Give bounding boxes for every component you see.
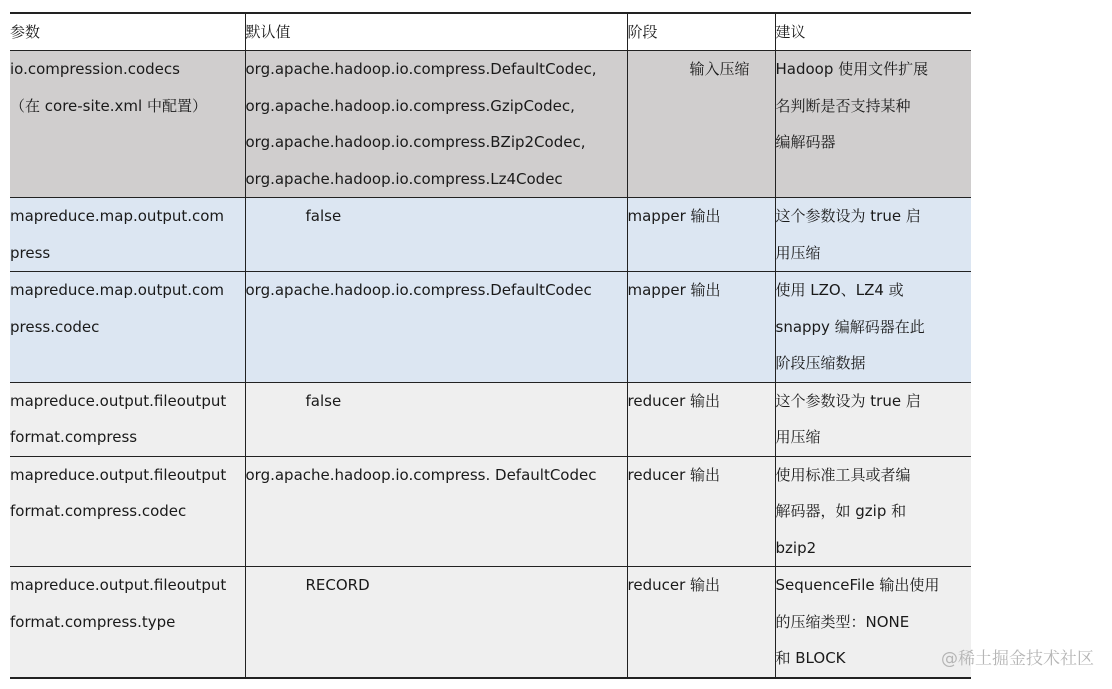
advice-cell-line: 名判断是否支持某种: [775, 96, 911, 115]
advice-cell: [775, 272, 971, 383]
advice-cell: [775, 382, 971, 456]
default-cell: [245, 567, 627, 678]
param-cell-line: format.compress: [10, 428, 138, 446]
advice-cell: [775, 51, 971, 198]
default-cell-line: org.apache.hadoop.io.compress.DefaultCodec: [245, 281, 592, 299]
default-cell-line: false: [305, 391, 342, 410]
advice-cell-line: bzip2: [775, 538, 817, 557]
param-cell: [10, 198, 245, 272]
param-cell-line: （在 core-site.xml 中配置）: [10, 96, 207, 115]
param-cell-line: press.codec: [10, 317, 100, 336]
param-cell-line: io.compression.codecs: [10, 60, 180, 78]
table-body: [10, 51, 971, 678]
stage-cell: [627, 51, 775, 198]
header-stage: 阶段: [627, 13, 775, 51]
table-row: [10, 567, 971, 678]
advice-cell: [775, 198, 971, 272]
advice-cell-line: 使用标准工具或者编: [775, 465, 911, 484]
param-cell: [10, 456, 245, 567]
advice-cell-line: snappy 编解码器在此: [775, 317, 925, 336]
advice-cell-line: 用压缩: [775, 243, 821, 262]
param-cell-line: mapreduce.output.fileoutput: [10, 391, 227, 410]
stage-cell-line: reducer 输出: [627, 576, 721, 594]
stage-cell: [627, 382, 775, 456]
default-cell: [245, 198, 627, 272]
param-cell-line: mapreduce.output.fileoutput: [10, 576, 227, 594]
param-cell: [10, 382, 245, 456]
advice-cell: [775, 456, 971, 567]
param-cell: [10, 51, 245, 198]
param-cell-line: mapreduce.map.output.com: [10, 281, 225, 299]
advice-cell-line: 的压缩类型：NONE: [775, 612, 910, 631]
default-cell-line: RECORD: [305, 576, 370, 594]
param-cell-line: mapreduce.output.fileoutput: [10, 465, 227, 484]
advice-cell-line: 阶段压缩数据: [775, 354, 866, 372]
default-cell-line: org.apache.hadoop.io.compress. DefaultCodec: [245, 465, 597, 484]
stage-cell: [627, 456, 775, 567]
param-cell-line: format.compress.codec: [10, 502, 187, 520]
param-cell: [10, 567, 245, 678]
default-cell-line: org.apache.hadoop.io.compress.DefaultCodec,: [245, 60, 597, 78]
watermark: @稀土掘金技术社区: [941, 649, 1094, 669]
stage-cell: [627, 272, 775, 383]
param-cell-line: press: [10, 243, 51, 262]
stage-cell-line: mapper 输出: [627, 207, 721, 225]
default-cell: [245, 456, 627, 567]
header-param: 参数: [10, 13, 245, 51]
compression-params-table: [10, 12, 971, 679]
table-row: [10, 382, 971, 456]
table-row: [10, 456, 971, 567]
default-cell: [245, 272, 627, 383]
table-header-row: [10, 13, 971, 51]
advice-cell-line: 编解码器: [775, 133, 836, 151]
advice-cell-line: 使用 LZO、LZ4 或: [775, 281, 904, 299]
stage-cell: [627, 567, 775, 678]
advice-cell-line: SequenceFile 输出使用: [775, 576, 940, 594]
advice-cell-line: 这个参数设为 true 启: [775, 207, 921, 225]
stage-cell-line: 输入压缩: [689, 60, 750, 78]
default-cell-line: org.apache.hadoop.io.compress.BZip2Codec,: [245, 133, 586, 151]
stage-cell-line: reducer 输出: [627, 465, 721, 484]
default-cell-line: org.apache.hadoop.io.compress.GzipCodec,: [245, 96, 575, 115]
header-advice: 建议: [775, 13, 971, 51]
param-cell: [10, 272, 245, 383]
default-cell: [245, 51, 627, 198]
param-cell-line: mapreduce.map.output.com: [10, 207, 225, 225]
table-row: [10, 51, 971, 198]
advice-cell-line: 解码器，如 gzip 和: [775, 502, 907, 520]
param-cell-line: format.compress.type: [10, 612, 176, 631]
advice-cell-line: 和 BLOCK: [775, 649, 846, 667]
stage-cell: [627, 198, 775, 272]
table-row: [10, 272, 971, 383]
stage-cell-line: reducer 输出: [627, 391, 721, 410]
stage-cell-line: mapper 输出: [627, 281, 721, 299]
default-cell-line: false: [305, 207, 342, 225]
advice-cell-line: 用压缩: [775, 428, 821, 446]
table-row: [10, 198, 971, 272]
advice-cell-line: Hadoop 使用文件扩展: [775, 60, 929, 78]
default-cell: [245, 382, 627, 456]
advice-cell-line: 这个参数设为 true 启: [775, 391, 921, 410]
header-default: 默认值: [245, 13, 627, 51]
default-cell-line: org.apache.hadoop.io.compress.Lz4Codec: [245, 169, 563, 188]
